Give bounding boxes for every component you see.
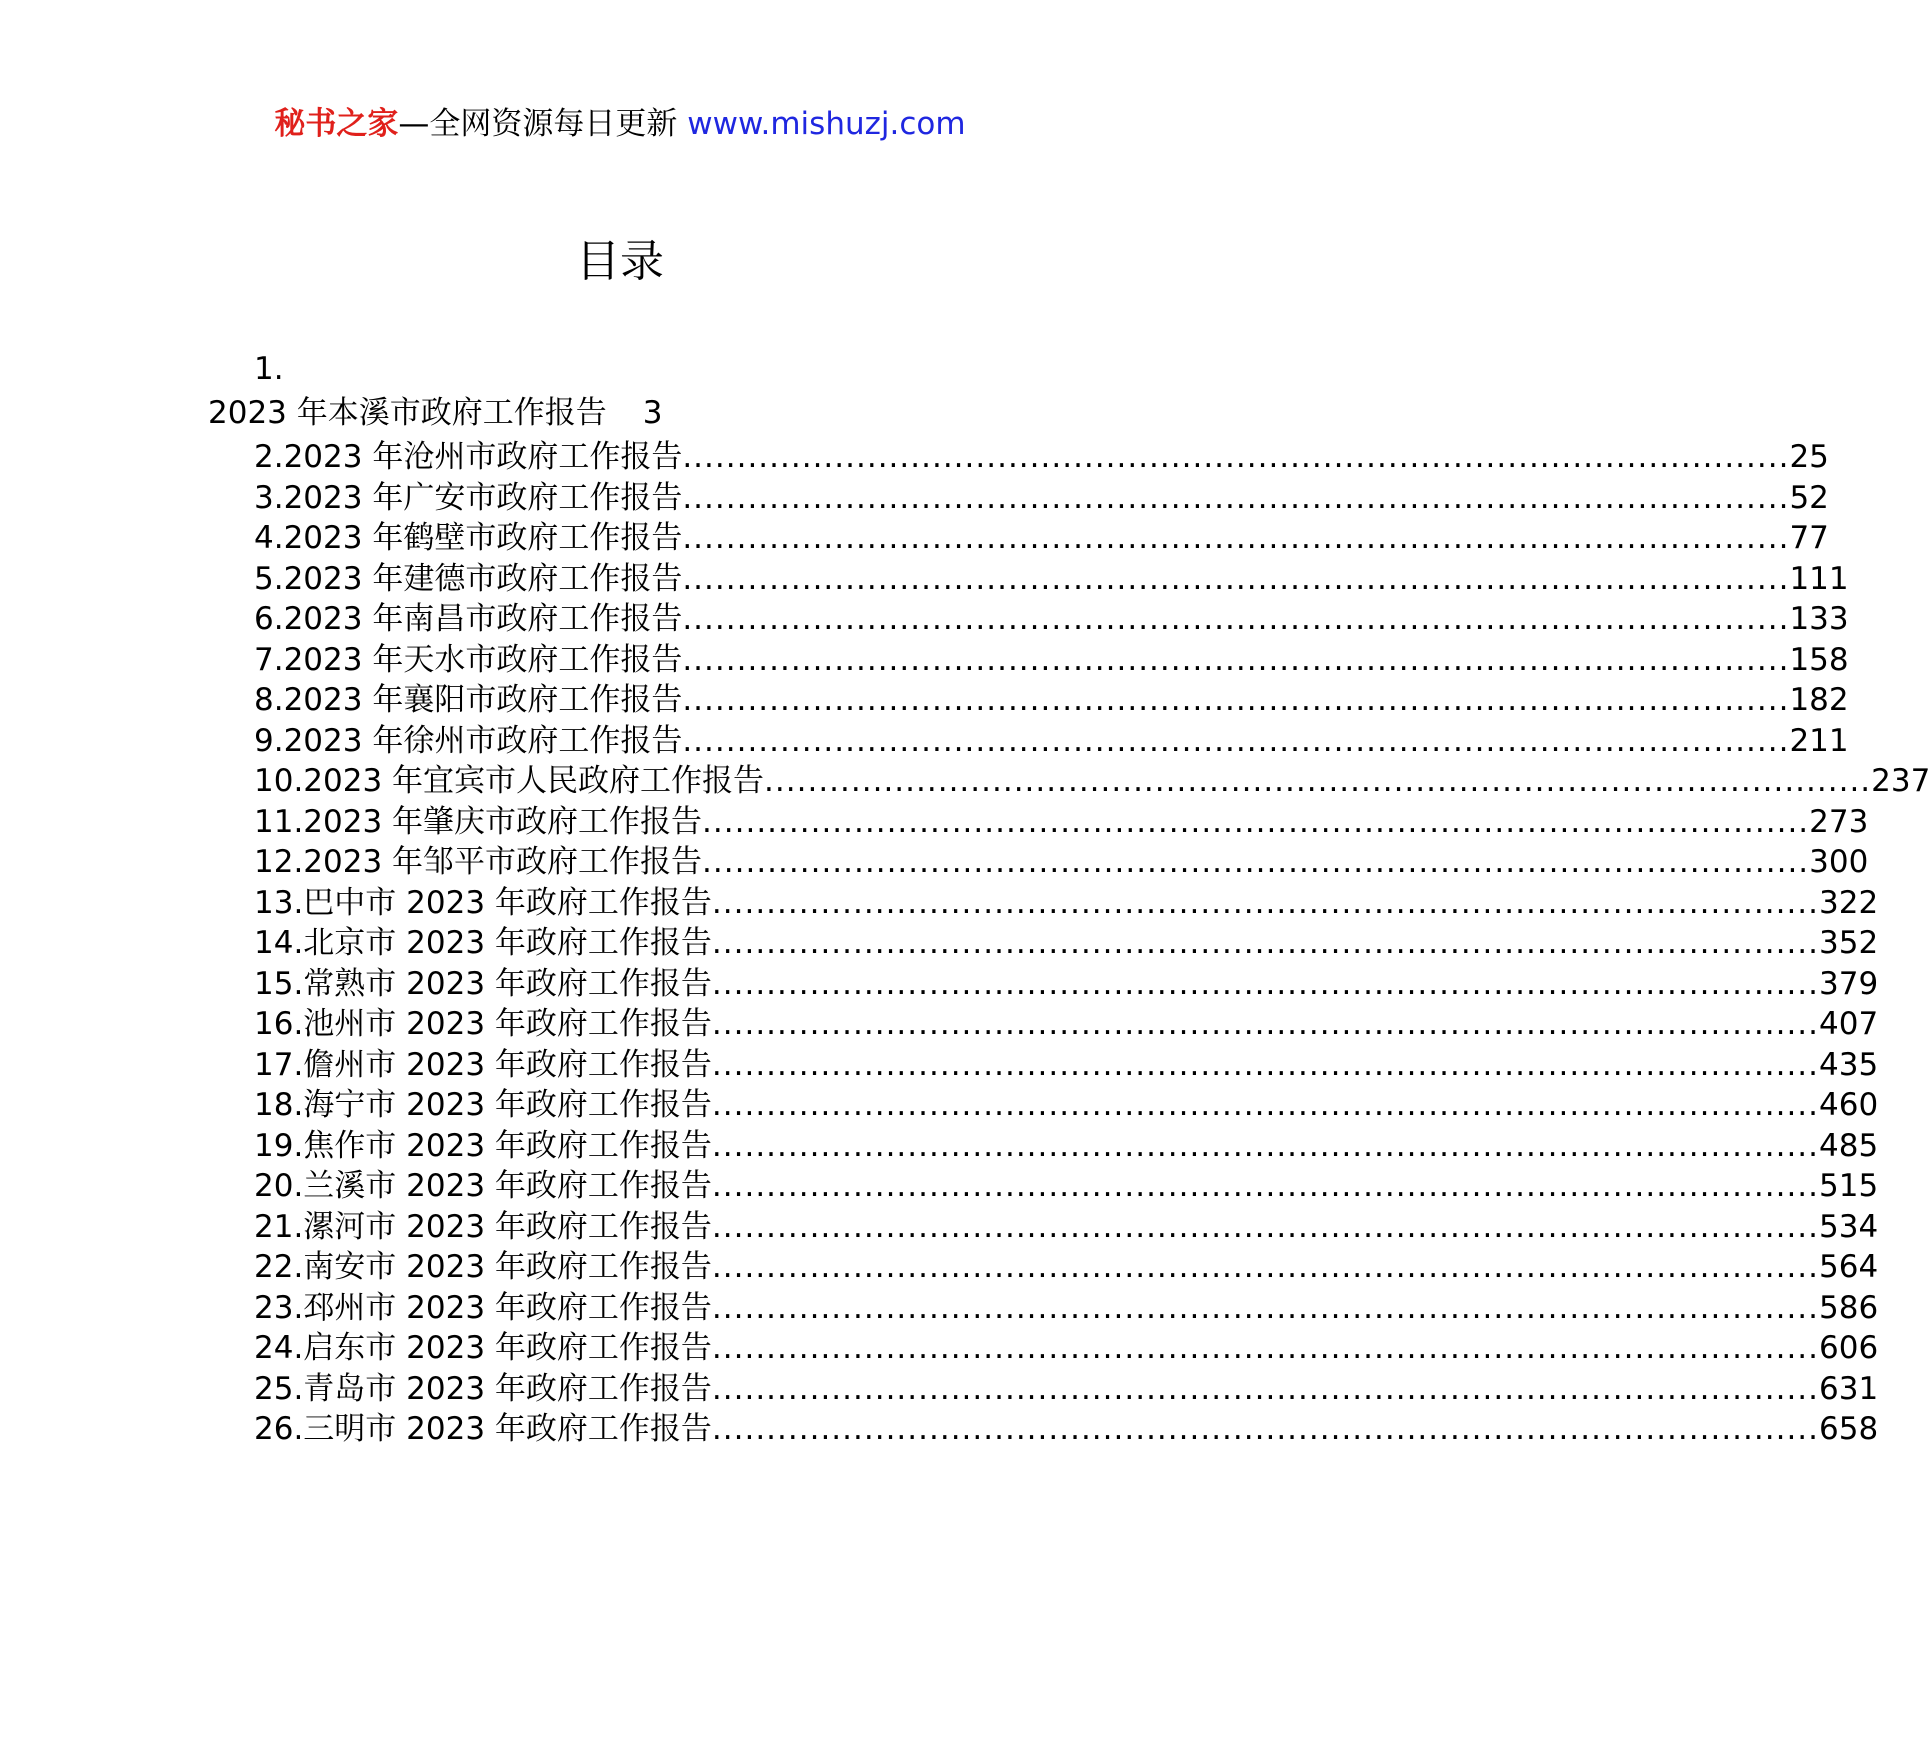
toc-entry-page: 300: [1809, 844, 1869, 880]
toc-entry-title: 2.2023 年沧州市政府工作报告: [254, 439, 683, 475]
toc-entry-page: 52: [1789, 479, 1829, 516]
toc-entry[interactable]: [254, 1084, 1879, 1126]
toc-entry-page: 379: [1819, 965, 1879, 1002]
toc-leader-dots: ......................................................................................................: [711, 1370, 1820, 1407]
toc-leader-dots: ......................................................................................................: [711, 1046, 1820, 1083]
toc-leader-dots: ......................................................................................................: [711, 1411, 1820, 1447]
toc-entry-title: 23.邳州市 2023 年政府工作报告: [254, 1289, 712, 1326]
toc-entry-title: 13.巴中市 2023 年政府工作报告: [254, 884, 712, 921]
toc-leader-dots: ......................................................................................................: [682, 722, 1790, 759]
toc-entry[interactable]: [254, 1206, 1879, 1248]
toc-entry-title: 17.儋州市 2023 年政府工作报告: [254, 1046, 712, 1083]
toc-leader-dots: ......................................................................................................: [711, 965, 1820, 1002]
toc-entry-title: 20.兰溪市 2023 年政府工作报告: [254, 1168, 712, 1204]
toc-entry-page: 158: [1789, 641, 1849, 678]
toc-entry-page: 133: [1789, 601, 1849, 637]
toc-entry-title: 22.南安市 2023 年政府工作报告: [254, 1249, 712, 1285]
toc-leader-dots: ......................................................................................................: [682, 560, 1790, 597]
toc-entry[interactable]: [254, 1408, 1879, 1450]
toc-entry-page: 515: [1819, 1168, 1879, 1204]
toc-entry[interactable]: [254, 1327, 1879, 1369]
toc-entry-page: 564: [1819, 1249, 1879, 1285]
toc-leader-dots: ......................................................................................................: [711, 1208, 1820, 1245]
toc-entry[interactable]: [254, 558, 1849, 600]
toc-entry[interactable]: [254, 1287, 1879, 1329]
toc-entry[interactable]: [254, 841, 1869, 883]
toc-entry-page: 606: [1819, 1330, 1879, 1366]
toc-entry[interactable]: [254, 963, 1879, 1005]
toc-entry-title: 16.池州市 2023 年政府工作报告: [254, 1006, 712, 1042]
toc-entry[interactable]: [254, 1044, 1879, 1086]
toc-entry-title: 9.2023 年徐州市政府工作报告: [254, 722, 683, 759]
toc-entry-page: 586: [1819, 1289, 1879, 1326]
toc-entry-title: 26.三明市 2023 年政府工作报告: [254, 1411, 712, 1447]
toc-entry-page: 111: [1789, 560, 1849, 597]
toc-entry-page: 25: [1789, 439, 1829, 475]
toc-entry[interactable]: [254, 1165, 1879, 1207]
toc-entry-title: 6.2023 年南昌市政府工作报告: [254, 601, 683, 637]
toc-leader-dots: ......................................................................................................: [682, 520, 1790, 556]
toc-leader-dots: ......................................................................................................: [711, 1087, 1820, 1123]
toc-entry-title: 15.常熟市 2023 年政府工作报告: [254, 965, 712, 1002]
toc-leader-dots: ......................................................................................................: [711, 1168, 1820, 1204]
toc-entry-title: 4.2023 年鹤壁市政府工作报告: [254, 520, 683, 556]
toc-leader-dots: ......................................................................................................: [711, 1006, 1820, 1042]
toc-entry-title: 10.2023 年宜宾市人民政府工作报告: [254, 763, 765, 799]
toc-entry-title: 12.2023 年邹平市政府工作报告: [254, 844, 703, 880]
toc-entry[interactable]: [254, 1246, 1879, 1288]
toc-entry[interactable]: [254, 720, 1849, 762]
brand-name: 秘书之家: [274, 106, 399, 142]
toc-entry[interactable]: [254, 477, 1829, 519]
toc-entry-page: 352: [1819, 925, 1879, 961]
toc-entry-title: 11.2023 年肇庆市政府工作报告: [254, 803, 703, 840]
toc-entry-title: 8.2023 年襄阳市政府工作报告: [254, 682, 683, 718]
toc-entry-title: 14.北京市 2023 年政府工作报告: [254, 925, 712, 961]
toc-entry-title: 18.海宁市 2023 年政府工作报告: [254, 1087, 712, 1123]
toc-entry[interactable]: [254, 1368, 1879, 1410]
toc-leader-dots: ......................................................................................................: [702, 844, 1810, 880]
toc-entry-page: 77: [1789, 520, 1829, 556]
toc-entry-page: 237: [1871, 763, 1930, 799]
toc-entry[interactable]: [254, 801, 1869, 843]
toc-entry[interactable]: [254, 436, 1829, 478]
toc-leader-dots: ......................................................................................................: [682, 439, 1790, 475]
toc-entry[interactable]: [254, 598, 1849, 640]
toc-entry[interactable]: [254, 679, 1849, 721]
toc-entry-title: 5.2023 年建德市政府工作报告: [254, 560, 683, 597]
toc-entry-page: 182: [1789, 682, 1849, 718]
toc-entry-title: 24.启东市 2023 年政府工作报告: [254, 1330, 712, 1366]
site-header: [0, 104, 1240, 144]
toc-leader-dots: ......................................................................................................: [711, 1127, 1820, 1164]
toc-title: 目录: [576, 236, 664, 287]
toc-entry-page: 273: [1809, 803, 1869, 840]
header-tagline: —全网资源每日更新: [398, 106, 688, 142]
toc-leader-dots: ......................................................................................................: [711, 1249, 1820, 1285]
toc-entry-page: 407: [1819, 1006, 1879, 1042]
toc-leader-dots: ......................................................................................................: [711, 1330, 1820, 1366]
toc-entry[interactable]: [254, 1125, 1879, 1167]
toc-entry[interactable]: [208, 392, 662, 434]
toc-entry-title: 21.漯河市 2023 年政府工作报告: [254, 1208, 712, 1245]
toc-leader-dots: ......................................................................................................: [682, 479, 1790, 516]
toc-entry-page: 460: [1819, 1087, 1879, 1123]
toc-entry-page: 211: [1789, 722, 1849, 759]
toc-leader-dots: ......................................................................................................: [711, 1289, 1820, 1326]
toc-entry[interactable]: [254, 517, 1829, 559]
toc-leader-dots: ......................................................................................................: [682, 641, 1790, 678]
site-url-link[interactable]: www.mishuzj.com: [687, 106, 966, 142]
toc-entry-page: 3: [642, 395, 663, 431]
toc-entry-page: 435: [1819, 1046, 1879, 1083]
toc-entry[interactable]: [254, 760, 1930, 802]
toc-entry[interactable]: [254, 922, 1879, 964]
toc-leader-dots: ......................................................................................................: [711, 884, 1820, 921]
toc-leader-dots: ......................................................................................................: [711, 925, 1820, 961]
toc-leader-dots: ......................................................................................................: [682, 601, 1790, 637]
toc-entry-page: 485: [1819, 1127, 1879, 1164]
toc-entry-title: 7.2023 年天水市政府工作报告: [254, 641, 683, 678]
toc-entry-page: 322: [1819, 884, 1879, 921]
toc-entry-title: 3.2023 年广安市政府工作报告: [254, 479, 683, 516]
toc-entry-page: 631: [1819, 1370, 1879, 1407]
toc-leader-dots: ......................................................................................................: [702, 803, 1810, 840]
toc-entry[interactable]: [254, 1003, 1879, 1045]
toc-leader-dots: ......................................................................................................: [764, 763, 1872, 799]
toc-entry-page: 534: [1819, 1208, 1879, 1245]
toc-entry-number[interactable]: 1.: [254, 351, 284, 387]
toc-entry-title: 19.焦作市 2023 年政府工作报告: [254, 1127, 712, 1164]
toc-entry[interactable]: [254, 882, 1879, 924]
toc-entry[interactable]: [254, 639, 1849, 681]
toc-entry-page: 658: [1819, 1411, 1879, 1447]
toc-entry-title: 25.青岛市 2023 年政府工作报告: [254, 1370, 712, 1407]
toc-entry-title: 2023 年本溪市政府工作报告: [208, 395, 607, 431]
toc-leader-dots: ......................................................................................................: [682, 682, 1790, 718]
